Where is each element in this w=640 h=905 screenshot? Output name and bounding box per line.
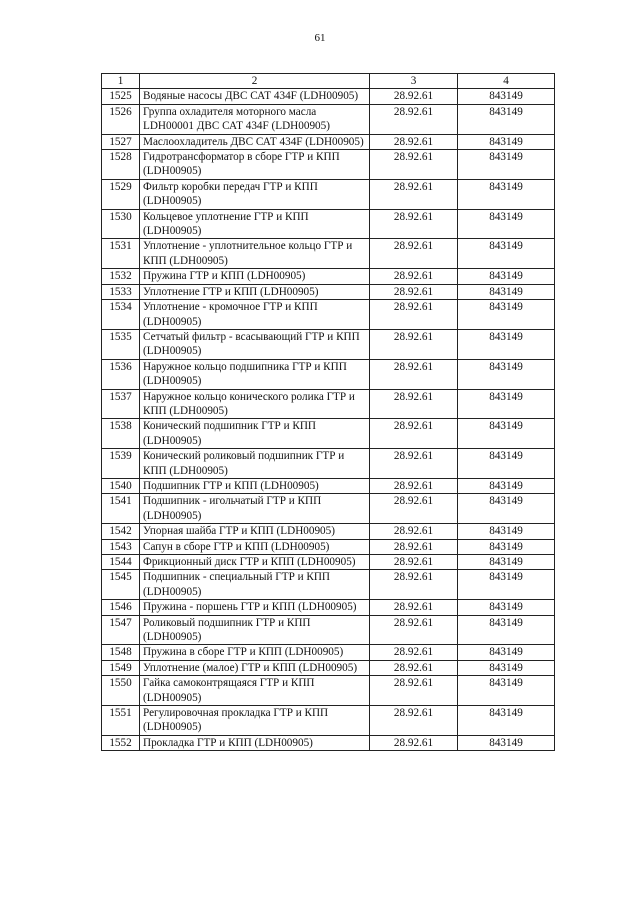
row-number: 1527: [102, 134, 140, 149]
tnved-code: 843149: [458, 269, 555, 284]
okpd-code: 28.92.61: [370, 134, 458, 149]
table-row: [102, 660, 555, 675]
tnved-code: 843149: [458, 449, 555, 479]
tnved-code: 843149: [458, 284, 555, 299]
row-number: 1532: [102, 269, 140, 284]
table-row: [102, 89, 555, 104]
table-row: [102, 179, 555, 209]
okpd-code: 28.92.61: [370, 150, 458, 180]
okpd-code: 28.92.61: [370, 478, 458, 493]
okpd-code: 28.92.61: [370, 555, 458, 570]
okpd-code: 28.92.61: [370, 449, 458, 479]
item-name: Конический подшипник ГТР и КПП (LDH00905): [140, 419, 370, 449]
table-row: [102, 449, 555, 479]
table-row: [102, 706, 555, 736]
tnved-code: 843149: [458, 706, 555, 736]
item-name: Водяные насосы ДВС САТ 434F (LDH00905): [140, 89, 370, 104]
okpd-code: 28.92.61: [370, 676, 458, 706]
table-row: [102, 300, 555, 330]
item-name: Сетчатый фильтр - всасывающий ГТР и КПП (LDH00905): [140, 329, 370, 359]
row-number: 1548: [102, 645, 140, 660]
item-name: Подшипник ГТР и КПП (LDH00905): [140, 478, 370, 493]
item-name: Гайка самоконтрящаяся ГТР и КПП (LDH00905): [140, 676, 370, 706]
okpd-code: 28.92.61: [370, 735, 458, 750]
header-col-2: 2: [140, 74, 370, 89]
table-row: [102, 104, 555, 134]
header-col-1: 1: [102, 74, 140, 89]
okpd-code: 28.92.61: [370, 600, 458, 615]
table-row: [102, 494, 555, 524]
row-number: 1546: [102, 600, 140, 615]
tnved-code: 843149: [458, 524, 555, 539]
item-name: Конический роликовый подшипник ГТР и КПП (LDH00905): [140, 449, 370, 479]
tnved-code: 843149: [458, 179, 555, 209]
goods-table: [101, 73, 555, 751]
item-name: Группа охладителя моторного масла LDH00001 ДВС САТ 434F (LDH00905): [140, 104, 370, 134]
tnved-code: 843149: [458, 300, 555, 330]
table-row: [102, 615, 555, 645]
table-row: [102, 269, 555, 284]
tnved-code: 843149: [458, 150, 555, 180]
item-name: Прокладка ГТР и КПП (LDH00905): [140, 735, 370, 750]
header-row: [102, 74, 555, 89]
table-row: [102, 676, 555, 706]
table-row: [102, 735, 555, 750]
row-number: 1536: [102, 359, 140, 389]
row-number: 1530: [102, 209, 140, 239]
item-name: Регулировочная прокладка ГТР и КПП (LDH00905): [140, 706, 370, 736]
row-number: 1545: [102, 570, 140, 600]
table-row: [102, 645, 555, 660]
okpd-code: 28.92.61: [370, 645, 458, 660]
tnved-code: 843149: [458, 676, 555, 706]
okpd-code: 28.92.61: [370, 179, 458, 209]
tnved-code: 843149: [458, 494, 555, 524]
item-name: Гидротрансформатор в сборе ГТР и КПП (LDH00905): [140, 150, 370, 180]
table-row: [102, 555, 555, 570]
okpd-code: 28.92.61: [370, 419, 458, 449]
tnved-code: 843149: [458, 239, 555, 269]
tnved-code: 843149: [458, 600, 555, 615]
tnved-code: 843149: [458, 89, 555, 104]
row-number: 1540: [102, 478, 140, 493]
tnved-code: 843149: [458, 478, 555, 493]
tnved-code: 843149: [458, 735, 555, 750]
table-row: [102, 359, 555, 389]
item-name: Уплотнение - кромочное ГТР и КПП (LDH00905): [140, 300, 370, 330]
table-row: [102, 419, 555, 449]
okpd-code: 28.92.61: [370, 539, 458, 554]
table-row: [102, 209, 555, 239]
item-name: Упорная шайба ГТР и КПП (LDH00905): [140, 524, 370, 539]
header-col-4: 4: [458, 74, 555, 89]
goods-table-body: [102, 74, 555, 751]
table-row: [102, 539, 555, 554]
table-row: [102, 134, 555, 149]
item-name: Фильтр коробки передач ГТР и КПП (LDH00905): [140, 179, 370, 209]
tnved-code: 843149: [458, 389, 555, 419]
okpd-code: 28.92.61: [370, 660, 458, 675]
table-row: [102, 600, 555, 615]
tnved-code: 843149: [458, 419, 555, 449]
item-name: Кольцевое уплотнение ГТР и КПП (LDH00905): [140, 209, 370, 239]
okpd-code: 28.92.61: [370, 494, 458, 524]
item-name: Наружное кольцо конического ролика ГТР и КПП (LDH00905): [140, 389, 370, 419]
page-number: 61: [314, 32, 326, 44]
row-number: 1537: [102, 389, 140, 419]
okpd-code: 28.92.61: [370, 269, 458, 284]
row-number: 1538: [102, 419, 140, 449]
okpd-code: 28.92.61: [370, 284, 458, 299]
table-row: [102, 150, 555, 180]
row-number: 1544: [102, 555, 140, 570]
tnved-code: 843149: [458, 539, 555, 554]
item-name: Сапун в сборе ГТР и КПП (LDH00905): [140, 539, 370, 554]
row-number: 1526: [102, 104, 140, 134]
item-name: Уплотнение ГТР и КПП (LDH00905): [140, 284, 370, 299]
okpd-code: 28.92.61: [370, 706, 458, 736]
okpd-code: 28.92.61: [370, 524, 458, 539]
tnved-code: 843149: [458, 615, 555, 645]
row-number: 1551: [102, 706, 140, 736]
okpd-code: 28.92.61: [370, 570, 458, 600]
tnved-code: 843149: [458, 329, 555, 359]
table-row: [102, 329, 555, 359]
item-name: Подшипник - специальный ГТР и КПП (LDH00905): [140, 570, 370, 600]
okpd-code: 28.92.61: [370, 209, 458, 239]
row-number: 1525: [102, 89, 140, 104]
item-name: Фрикционный диск ГТР и КПП (LDH00905): [140, 555, 370, 570]
row-number: 1534: [102, 300, 140, 330]
okpd-code: 28.92.61: [370, 329, 458, 359]
row-number: 1552: [102, 735, 140, 750]
tnved-code: 843149: [458, 645, 555, 660]
table-row: [102, 239, 555, 269]
row-number: 1550: [102, 676, 140, 706]
okpd-code: 28.92.61: [370, 359, 458, 389]
item-name: Подшипник - игольчатый ГТР и КПП (LDH00905): [140, 494, 370, 524]
tnved-code: 843149: [458, 570, 555, 600]
row-number: 1542: [102, 524, 140, 539]
tnved-code: 843149: [458, 104, 555, 134]
table-row: [102, 284, 555, 299]
item-name: Наружное кольцо подшипника ГТР и КПП (LDH00905): [140, 359, 370, 389]
okpd-code: 28.92.61: [370, 615, 458, 645]
tnved-code: 843149: [458, 555, 555, 570]
okpd-code: 28.92.61: [370, 389, 458, 419]
item-name: Пружина ГТР и КПП (LDH00905): [140, 269, 370, 284]
okpd-code: 28.92.61: [370, 104, 458, 134]
table-row: [102, 524, 555, 539]
row-number: 1543: [102, 539, 140, 554]
tnved-code: 843149: [458, 660, 555, 675]
row-number: 1533: [102, 284, 140, 299]
tnved-code: 843149: [458, 359, 555, 389]
item-name: Маслоохладитель ДВС САТ 434F (LDH00905): [140, 134, 370, 149]
item-name: Роликовый подшипник ГТР и КПП (LDH00905): [140, 615, 370, 645]
okpd-code: 28.92.61: [370, 239, 458, 269]
row-number: 1539: [102, 449, 140, 479]
item-name: Уплотнение (малое) ГТР и КПП (LDH00905): [140, 660, 370, 675]
table-row: [102, 570, 555, 600]
row-number: 1535: [102, 329, 140, 359]
tnved-code: 843149: [458, 134, 555, 149]
row-number: 1529: [102, 179, 140, 209]
okpd-code: 28.92.61: [370, 300, 458, 330]
table-row: [102, 389, 555, 419]
row-number: 1547: [102, 615, 140, 645]
item-name: Пружина в сборе ГТР и КПП (LDH00905): [140, 645, 370, 660]
row-number: 1549: [102, 660, 140, 675]
item-name: Уплотнение - уплотнительное кольцо ГТР и КПП (LDH00905): [140, 239, 370, 269]
table-row: [102, 478, 555, 493]
okpd-code: 28.92.61: [370, 89, 458, 104]
row-number: 1528: [102, 150, 140, 180]
row-number: 1531: [102, 239, 140, 269]
tnved-code: 843149: [458, 209, 555, 239]
row-number: 1541: [102, 494, 140, 524]
header-col-3: 3: [370, 74, 458, 89]
item-name: Пружина - поршень ГТР и КПП (LDH00905): [140, 600, 370, 615]
